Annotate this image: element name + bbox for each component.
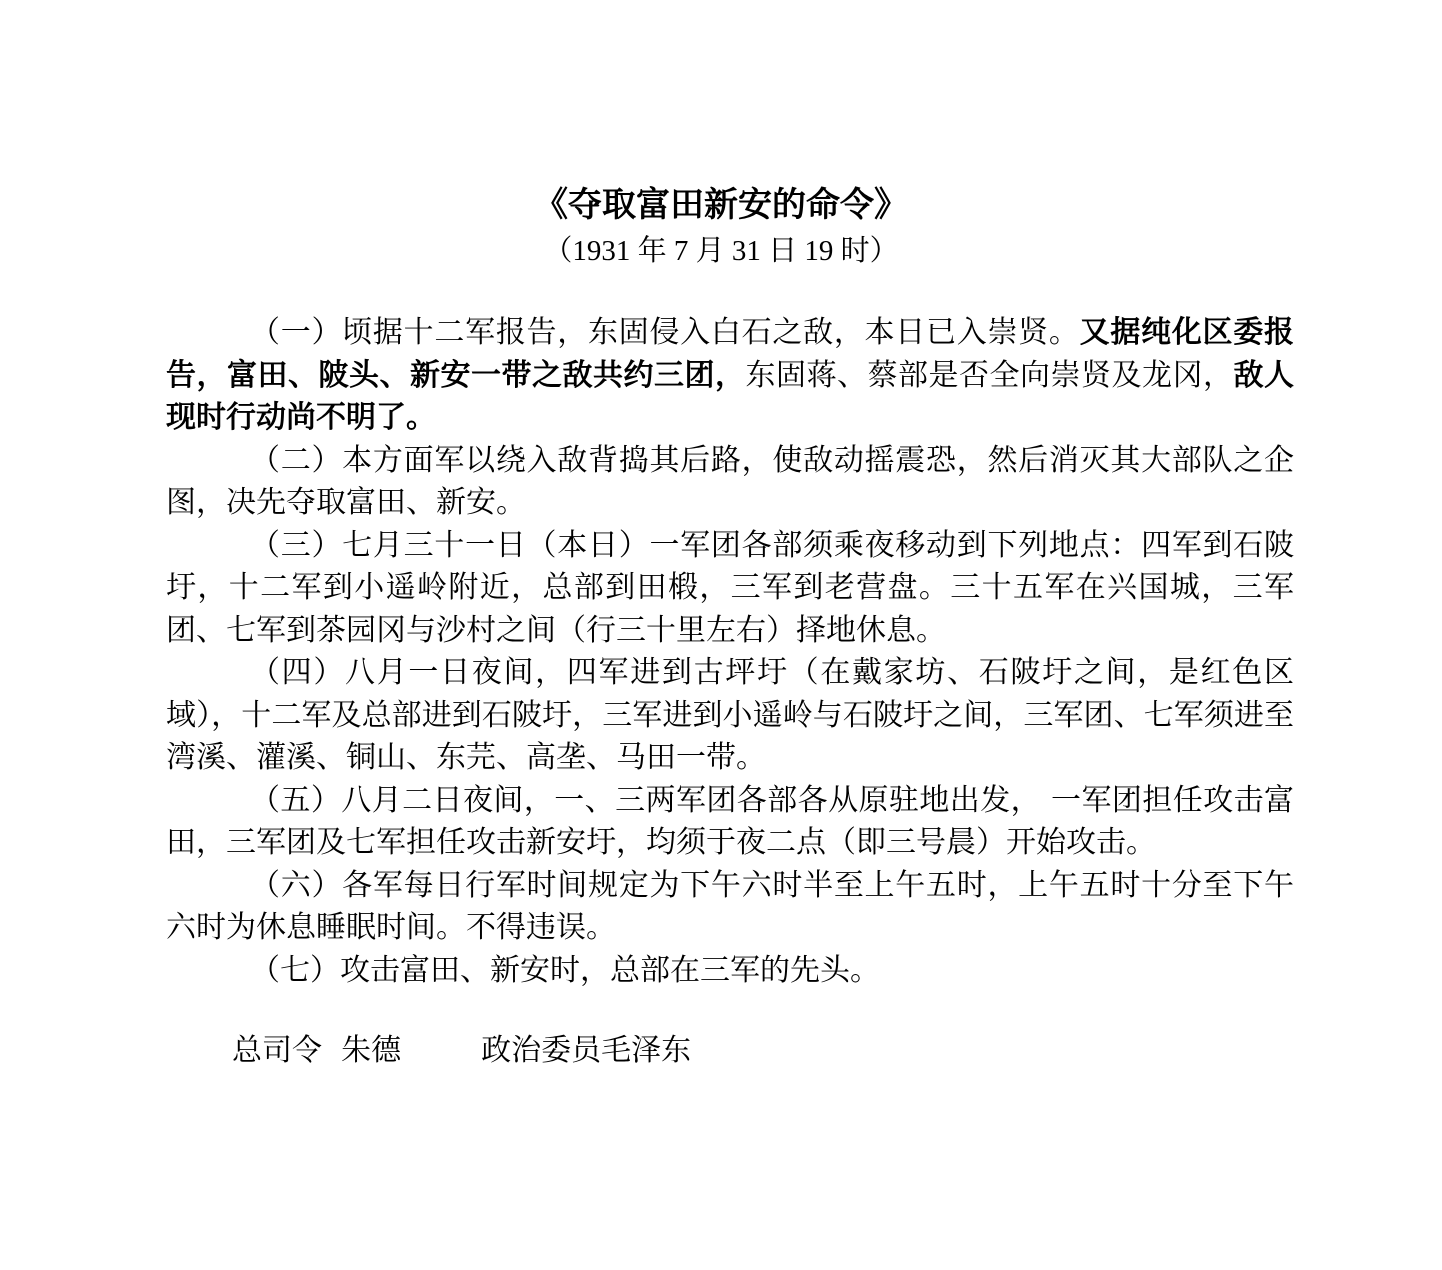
paragraph-4: （四）八月一日夜间，四军进到古坪圩（在戴家坊、石陂圩之间，是红色区域），十二军及总部进到石陂圩，三军进到小遥岭与石陂圩之间，三军团、七军须进至湾溪、灌溪、铜山、东芫、高垄、马田一带。 (166, 655, 1294, 775)
paragraph-1 (166, 312, 1294, 440)
document-date: （1931 年 7 月 31 日 19 时） (543, 235, 899, 267)
paragraph-2: （二）本方面军以绕入敌背捣其后路，使敌动摇震恐，然后消灭其大部队之企图，决先夺取富田、新安。 (166, 442, 1294, 520)
paragraph-1-part-2-bold: 又据纯化区委报告，富田、陂头、新安一带之敌共约三团， (166, 315, 1295, 393)
paragraph-3: （三）七月三十一日（本日）一军团各部须乘夜移动到下列地点：四军到石陂圩，十二军到小遥岭附近，总部到田椴，三军到老营盘。三十五军在兴国城，三军团、七军到茶园冈与沙村之间（行三十里左右）择地休息。 (166, 527, 1294, 648)
document-title: 《夺取富田新安的命令》 (534, 185, 908, 225)
signature-commissar: 政治委员毛泽东 (481, 1033, 692, 1068)
signature-block (232, 1030, 691, 1072)
paragraph-1-part-4-bold: 敌人现时行动尚不明了。 (166, 357, 1294, 435)
paragraph-5: （五）八月二日夜间，一、三两军团各部各从原驻地出发， 一军团担任攻击富田，三军团及七军担任攻击新安圩，均须于夜二点（即三号晨）开始攻击。 (166, 782, 1294, 860)
signature-commander: 总司令 朱德 (232, 1033, 402, 1068)
paragraph-7: （七）攻击富田、新安时，总部在三军的先头。 (250, 952, 880, 988)
paragraph-6: （六）各军每日行军时间规定为下午六时半至上午五时，上午五时十分至下午六时为休息睡眠时间。不得违误。 (166, 867, 1294, 945)
paragraph-1-part-1: （一）顷据十二军报告，东固侵入白石之敌，本日已入崇贤。 (250, 315, 1080, 350)
paragraph-1-part-3: 东固蒋、蔡部是否全向崇贤及龙冈， (745, 357, 1234, 393)
document-body (166, 312, 1294, 992)
